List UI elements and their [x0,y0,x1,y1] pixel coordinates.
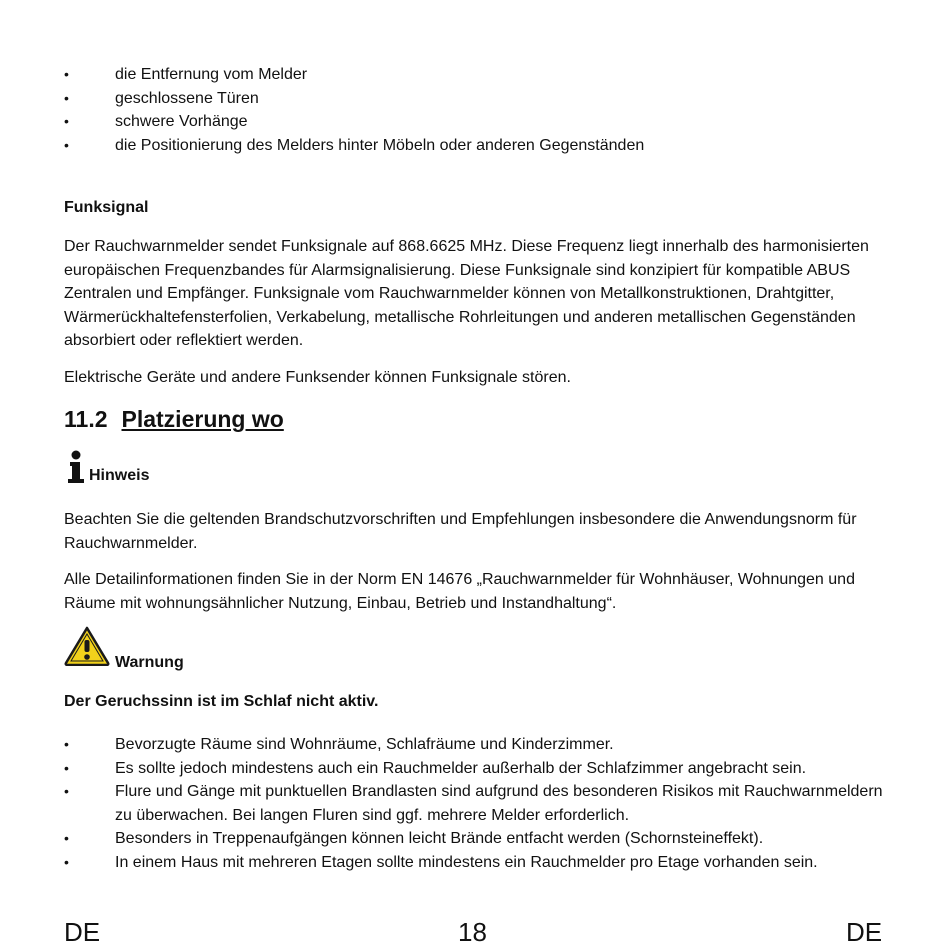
list-item: • geschlossene Türen [64,87,644,111]
section-heading [64,405,284,433]
section-number: 11.2 [64,406,108,432]
hinweis-paragraph [64,508,890,555]
funksignal-paragraph [64,235,890,353]
bottom-bullet-list [64,733,890,874]
top-bullet-list [64,63,644,157]
footer-left-lang: DE [64,917,101,947]
warnung-label: Warnung [115,654,184,671]
page-number: 18 [458,917,487,947]
list-item: • Bevorzugte Räume sind Wohnräume, Schlafräume und Kinderzimmer. [64,733,890,757]
funksignal-note [64,366,890,390]
info-icon [66,450,86,484]
hinweis-text: Beachten Sie die geltenden Brandschutzvorschriften und Empfehlungen insbesondere die Anwendungsnorm für Rauchwarnmelder. [64,511,857,552]
list-item: • Es sollte jedoch mindestens auch ein Rauchmelder außerhalb der Schlafzimmer angebracht sein. [64,757,890,781]
list-item: • die Positionierung des Melders hinter Möbeln oder anderen Gegenständen [64,134,644,158]
list-item: • Besonders in Treppenaufgängen können leicht Brände entfacht werden (Schornsteineffekt). [64,827,890,851]
funksignal-heading: Funksignal [64,199,149,216]
list-item: • die Entfernung vom Melder [64,63,644,87]
hinweis-label: Hinweis [89,467,150,484]
list-item: • Flure und Gänge mit punktuellen Brandlasten sind aufgrund des besonderen Risikos mit Rauchwarnmeldern zu überwachen. Bei langen Fluren sind ggf. mehrere Melder erforderlich. [64,780,890,827]
footer-right-lang: DE [846,917,883,947]
list-item: • In einem Haus mit mehreren Etagen sollte mindestens ein Rauchmelder pro Etage vorhanden sein. [64,851,890,875]
norm-paragraph [64,568,890,615]
funksignal-interference-text: Elektrische Geräte und andere Funksender können Funksignale stören. [64,369,571,386]
funksignal-text: Der Rauchwarnmelder sendet Funksignale auf 868.6625 MHz. Diese Frequenz liegt innerhalb des harmonisierten europäischen Frequenzbandes für Alarmsignalisierung. Diese Funksignale sind konzipiert für kompatible ABUS Zentralen und Empfänger. Funksignale vom Rauchwarnmelder können von Metallkonstruktionen, Drahtgitter, Wärmerückhaltefensterfolien, Verkabelung, metallische Rohrleitungen und anderen metallischen Gegenständen absorbiert oder reflektiert werden. [64,238,869,349]
list-item: • schwere Vorhänge [64,110,644,134]
section-title: Platzierung wo [121,406,284,432]
warning-bold-text: Der Geruchssinn ist im Schlaf nicht aktiv. [64,693,379,710]
warning-icon [64,626,110,666]
norm-text: Alle Detailinformationen finden Sie in der Norm EN 14676 „Rauchwarnmelder für Wohnhäuser, Wohnungen und Räume mit wohnungsähnlicher Nutzung, Einbau, Betrieb und Instandhaltung“. [64,571,855,612]
